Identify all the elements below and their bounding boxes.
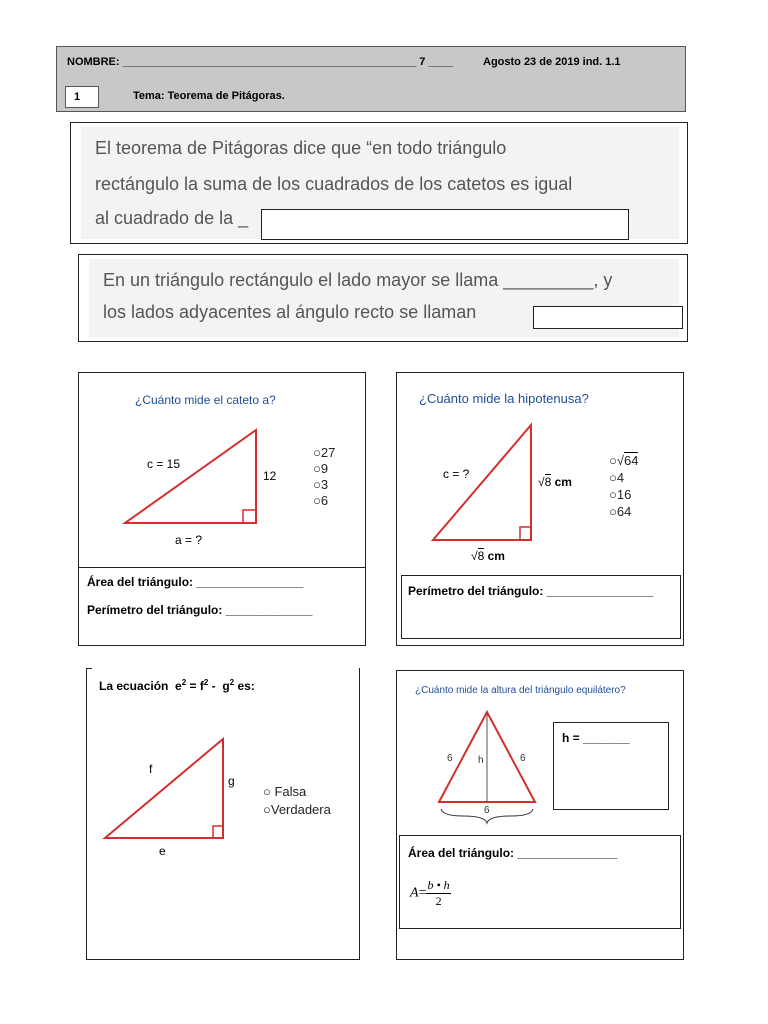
perimeter-field-label: Perímetro del triángulo: _____________ — [87, 603, 313, 617]
radio-circle-icon: ○ — [313, 445, 321, 460]
area-field-label: Área del triángulo: ________________ — [87, 575, 304, 589]
height-answer-box[interactable] — [553, 722, 669, 810]
base-label: a = ? — [175, 533, 203, 547]
radio-circle-icon: ○ — [609, 470, 617, 485]
right-triangle — [125, 430, 256, 523]
sqrt-icon: √ — [471, 549, 478, 563]
radio-circle-icon: ○ — [609, 504, 617, 519]
question-2-options — [609, 453, 638, 521]
name-field-label: NOMBRE: ________________________________________________ 7 ____ — [67, 56, 453, 68]
question-2-card — [396, 372, 684, 646]
radio-circle-icon: ○ — [263, 784, 271, 799]
side-label: √8 cm — [538, 475, 572, 489]
option-radio[interactable]: ○ Falsa — [263, 784, 307, 799]
statement-2-line-1: En un triángulo rectángulo el lado mayor se llama _________, y — [103, 270, 613, 290]
statement-box-1 — [70, 122, 688, 244]
radio-circle-icon: ○ — [609, 487, 617, 502]
label-e: e — [159, 844, 166, 858]
formula-denominator: 2 — [435, 894, 442, 908]
side-label: 12 — [263, 469, 277, 483]
option-radio[interactable]: ○9 — [313, 461, 329, 476]
side-left-label: 6 — [447, 753, 453, 764]
question-1-title: ¿Cuánto mide el cateto a? — [135, 393, 276, 407]
option-radio[interactable]: ○6 — [313, 493, 329, 508]
label-g: g — [228, 774, 235, 788]
area-box — [399, 835, 681, 929]
statement-1-line-2: rectángulo la suma de los cuadrados de los catetos es igual — [95, 174, 573, 194]
question-3-title: La ecuación $e^2 = f^2 - g^2$ es: — [99, 678, 255, 693]
formula-numerator: b • h — [427, 878, 450, 892]
option-radio[interactable]: ○16 — [609, 487, 632, 502]
right-angle-marker — [520, 527, 531, 540]
perimeter-field-label: Perímetro del triángulo: ________________ — [408, 584, 654, 598]
answer-box-catetos[interactable] — [533, 306, 683, 329]
sqrt-icon: √ — [538, 475, 545, 489]
right-angle-marker — [243, 510, 256, 523]
worksheet-header — [56, 46, 686, 112]
option-radio[interactable]: ○4 — [609, 470, 625, 485]
area-formula: A= $\frac{b • h}{2}$ — [410, 878, 450, 908]
radio-circle-icon: ○ — [313, 461, 321, 476]
question-1-card — [78, 372, 366, 646]
label-f: f — [149, 762, 153, 776]
question-4-card — [396, 670, 684, 960]
answer-box-hipotenusa[interactable] — [261, 209, 629, 240]
base-label: √8 cm — [471, 549, 505, 563]
question-1-options — [313, 445, 335, 509]
statement-box-2 — [78, 254, 688, 342]
option-radio[interactable]: ○27 — [313, 445, 336, 460]
statement-1-line-3: al cuadrado de la _ — [95, 208, 249, 228]
side-right-label: 6 — [520, 753, 526, 764]
base-label: 6 — [484, 805, 490, 816]
statement-1-line-1: El teorema de Pitágoras dice que “en todo triángulo — [95, 138, 507, 158]
radio-circle-icon: ○ — [609, 453, 617, 468]
perimeter-box — [401, 575, 681, 639]
height-answer-label: h = _______ — [562, 731, 630, 745]
question-4-title: ¿Cuánto mide la altura del triángulo equilátero? — [415, 685, 626, 696]
question-2-title: ¿Cuánto mide la hipotenusa? — [419, 391, 589, 406]
right-angle-marker — [213, 826, 223, 838]
date-label: Agosto 23 de 2019 ind. 1.1 — [483, 56, 621, 68]
height-label: h — [478, 755, 484, 766]
right-triangle — [105, 739, 223, 838]
option-radio[interactable]: ○√64 — [609, 453, 639, 468]
option-radio[interactable]: ○Verdadera — [263, 802, 331, 817]
statement-2-line-2: los lados adyacentes al ángulo recto se llaman — [103, 302, 477, 322]
question-2-triangle-diagram — [397, 373, 683, 567]
question-3-triangle-diagram — [87, 668, 359, 868]
radio-circle-icon: ○ — [313, 477, 321, 492]
topic-title: Tema: Teorema de Pitágoras. — [133, 90, 285, 102]
question-3-card — [86, 668, 360, 960]
question-3-options — [263, 784, 331, 820]
area-field-label: Área del triángulo: _______________ — [408, 846, 618, 860]
radio-circle-icon: ○ — [263, 802, 271, 817]
hypotenuse-label: c = ? — [443, 467, 470, 481]
option-radio[interactable]: ○64 — [609, 504, 632, 519]
right-triangle — [433, 425, 531, 540]
hypotenuse-label: c = 15 — [147, 457, 181, 471]
radio-circle-icon: ○ — [313, 493, 321, 508]
divider — [79, 567, 365, 568]
option-radio[interactable]: ○3 — [313, 477, 329, 492]
sqrt-icon: √ — [616, 453, 624, 468]
worksheet-number: 1 — [65, 86, 99, 108]
